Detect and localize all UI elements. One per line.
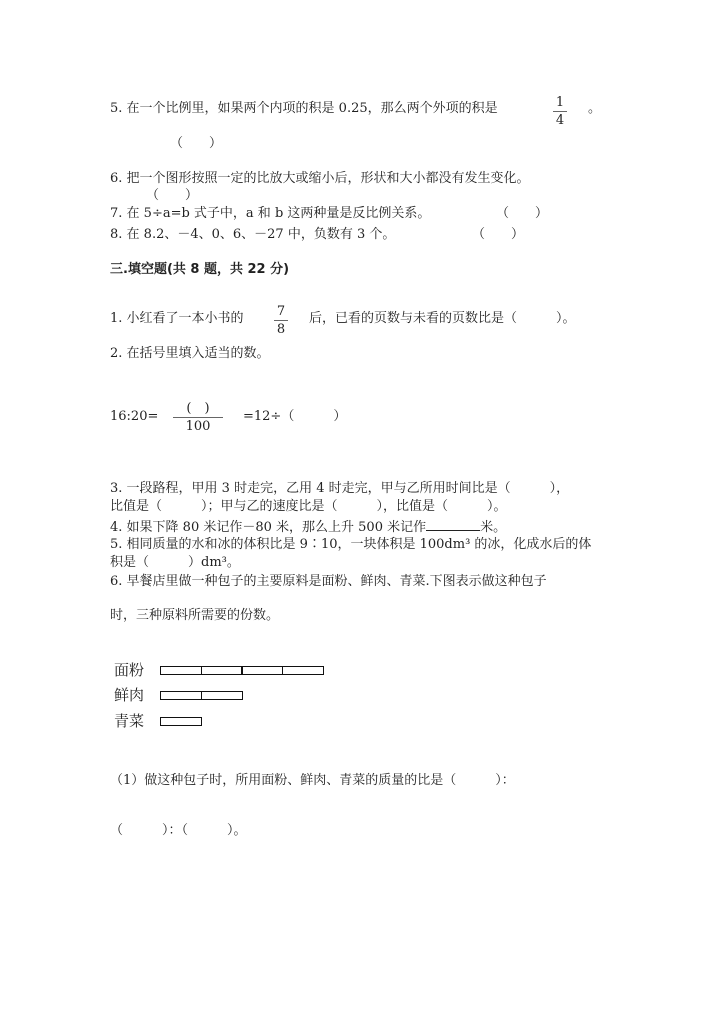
fraction-numerator-blank[interactable]: ( ) [186, 401, 210, 416]
bar-0 [160, 666, 322, 675]
section-title: 三.填空题(共 8 题，共 22 分) [110, 262, 290, 277]
fill-2-rest: =12÷（ ） [243, 409, 347, 424]
bar-0-segment-3 [282, 666, 324, 675]
fraction-numerator: 7 [276, 304, 286, 319]
question-5-fraction [553, 95, 567, 128]
question-6-answer-paren[interactable]: （ ） [146, 188, 199, 203]
question-5-text: 5. 在一个比例里，如果两个内项的积是 0.25，那么两个外项的积是 [110, 101, 498, 116]
fill-5-line-2: 积是（ ）dm³。 [110, 555, 240, 570]
bar-1-segment-0 [160, 691, 202, 700]
fill-4-text-after: 米。 [480, 520, 507, 535]
question-8-text: 8. 在 8.2、－4、0、6、－27 中，负数有 3 个。 [110, 227, 396, 242]
fill-2-ratio: 16:20= [110, 409, 159, 424]
fill-5-line-1: 5. 相同质量的水和冰的体积比是 9∶10，一块体积是 100dm³ 的冰，化成水后的体 [110, 537, 592, 552]
fill-3-line-1: 3. 一段路程，甲用 3 时走完，乙用 4 时走完，甲与乙所用时间比是（ ）， [110, 481, 570, 496]
question-6-text: 6. 把一个图形按照一定的比放大或缩小后，形状和大小都没有发生变化。 [110, 171, 530, 186]
fill-1-fraction [274, 304, 288, 337]
fill-4-text [110, 518, 506, 536]
fraction-denominator: 4 [555, 113, 565, 128]
bar-label-2: 青菜 [114, 712, 145, 730]
fraction-numerator: 1 [555, 95, 565, 110]
sub-question-1-line-2: （ ）：（ ）。 [110, 823, 247, 838]
bar-0-segment-2 [241, 666, 283, 675]
question-7-text: 7. 在 5÷a=b 式子中，a 和 b 这两种量是反比例关系。 [110, 206, 431, 221]
question-7-answer-paren[interactable]: （ ） [496, 206, 549, 221]
bar-2-segment-0 [160, 717, 202, 726]
bar-0-segment-0 [160, 666, 202, 675]
bar-label-1: 鲜肉 [114, 686, 145, 704]
fill-1-text-after: 后，已看的页数与未看的页数比是（ ）。 [309, 311, 576, 326]
question-5-period: 。 [588, 101, 602, 116]
fill-6-line-1: 6. 早餐店里做一种包子的主要原料是面粉、鲜肉、青菜.下图表示做这种包子 [110, 574, 547, 589]
fraction-denominator: 100 [185, 419, 211, 434]
fill-3-line-2: 比值是（ ）；甲与乙的速度比是（ ），比值是（ ）。 [110, 499, 507, 514]
fill-2-text: 2. 在括号里填入适当的数。 [110, 346, 270, 361]
fill-1-text: 1. 小红看了一本小书的 [110, 311, 244, 326]
bar-0-segment-1 [201, 666, 243, 675]
fill-4-answer-blank[interactable] [426, 518, 480, 531]
sub-question-1-line-1: （1）做这种包子时，所用面粉、鲜肉、青菜的质量的比是（ ）： [110, 773, 515, 788]
fill-2-fraction[interactable] [173, 401, 223, 434]
fill-6-line-2: 时，三种原料所需要的份数。 [110, 608, 280, 623]
question-8-answer-paren[interactable]: （ ） [472, 227, 525, 242]
fraction-denominator: 8 [276, 322, 286, 337]
bar-label-0: 面粉 [114, 661, 145, 679]
question-5-answer-paren[interactable]: （ ） [170, 136, 223, 151]
bar-1 [160, 691, 241, 700]
bar-1-segment-1 [201, 691, 243, 700]
bar-2 [160, 717, 201, 726]
fill-4-text-before: 4. 如果下降 80 米记作－80 米，那么上升 500 米记作 [110, 520, 427, 535]
